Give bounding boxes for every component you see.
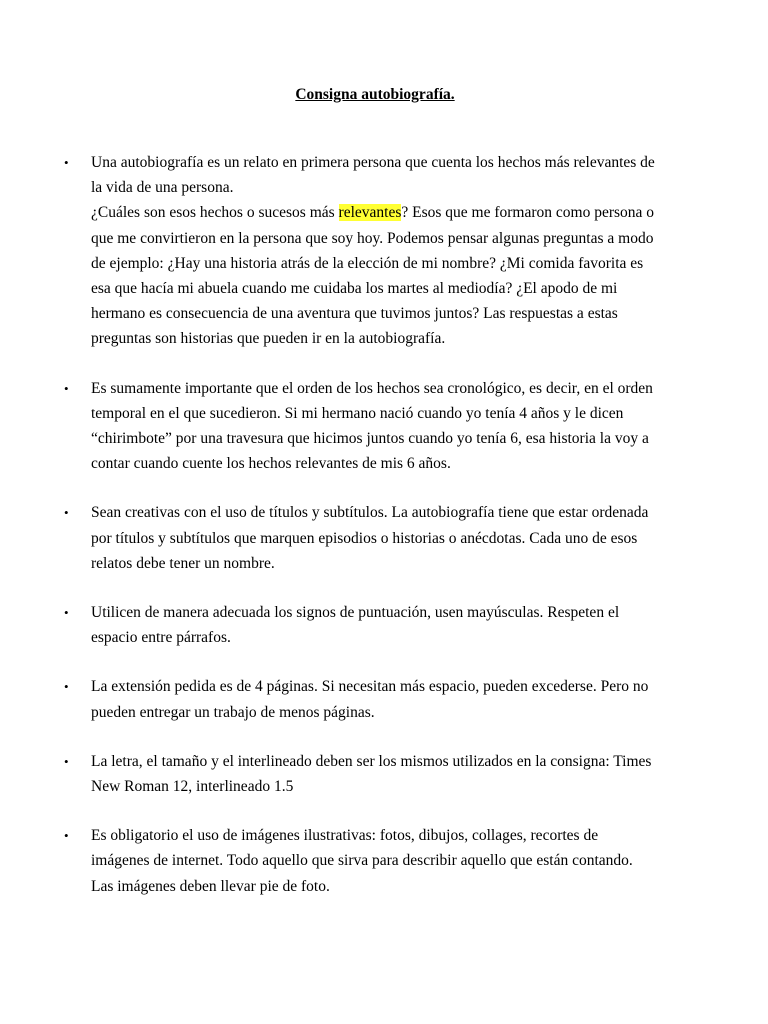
text-line: que me convirtieron en la persona que soy hoy. Podemos pensar algunas preguntas a modo	[91, 229, 654, 247]
bullet-icon: •	[64, 679, 69, 695]
document-title: Consigna autobiografía.	[295, 86, 455, 103]
text-line: Una autobiografía es un relato en primera persona que cuenta los hechos más relevantes de	[91, 154, 655, 171]
list-item	[0, 500, 671, 576]
text-line: relatos debe tener un nombre.	[91, 554, 275, 572]
text-line: hermano es consecuencia de una aventura que tuvimos juntos? Las respuestas a estas	[91, 305, 618, 323]
bullet-icon: •	[64, 155, 69, 170]
text-line: pueden entregar un trabajo de menos páginas.	[91, 703, 375, 721]
text-line: Es sumamente importante que el orden de los hechos sea cronológico, es decir, en el orden	[91, 379, 653, 397]
text-line: esa que hacía mi abuela cuando me cuidaba los martes al mediodía? ¿El apodo de mi	[91, 280, 618, 298]
text-line: Sean creativas con el uso de títulos y subtítulos. La autobiografía tiene que estar ordenada	[91, 504, 649, 522]
bullet-icon: •	[64, 605, 69, 621]
text-line: imágenes de internet. Todo aquello que sirva para describir aquello que están contando.	[91, 852, 633, 870]
bullet-icon: •	[64, 828, 69, 844]
text-segment: ¿Cuáles son esos hechos o sucesos más	[91, 204, 339, 222]
text-line: preguntas son historias que pueden ir en la autobiografía.	[91, 330, 446, 348]
bullet-icon: •	[64, 380, 69, 396]
list-item	[0, 376, 671, 477]
list-item	[0, 150, 671, 352]
text-line: temporal en el que sucedieron. Si mi hermano nació cuando yo tenía 4 años y le dicen	[91, 404, 624, 422]
text-line: contar cuando cuente los hechos relevantes de mis 6 años.	[91, 455, 451, 473]
text-line: de ejemplo: ¿Hay una historia atrás de la elección de mi nombre? ¿Mi comida favorita es	[91, 254, 644, 272]
text-segment: ? Esos que me formaron como persona o	[401, 204, 655, 222]
text-line: Utilicen de manera adecuada los signos de puntuación, usen mayúsculas. Respeten el	[91, 604, 620, 622]
list-item	[0, 749, 671, 799]
text-line: la vida de una persona.	[91, 179, 234, 197]
text-line: Es obligatorio el uso de imágenes ilustrativas: fotos, dibujos, collages, recortes de	[91, 827, 599, 845]
text-line: La letra, el tamaño y el interlineado deben ser los mismos utilizados en la consigna: Times	[91, 752, 652, 770]
list-item	[0, 600, 671, 650]
list-item	[0, 674, 671, 724]
text-line: espacio entre párrafos.	[91, 629, 231, 647]
instruction-list	[0, 150, 768, 923]
list-item	[0, 823, 671, 899]
text-line: Las imágenes deben llevar pie de foto.	[91, 877, 330, 895]
text-line	[91, 200, 671, 225]
text-line: “chirimbote” por una travesura que hicimos juntos cuando yo tenía 6, esa historia la voy a	[91, 430, 649, 448]
text-line: por títulos y subtítulos que marquen episodios o historias o anécdotas. Cada uno de esos	[91, 529, 638, 547]
bullet-icon: •	[64, 753, 69, 769]
text-line: La extensión pedida es de 4 páginas. Si necesitan más espacio, pueden excederse. Pero no	[91, 678, 649, 696]
highlighted-word: relevantes	[338, 204, 402, 222]
bullet-icon: •	[64, 505, 69, 521]
text-line: New Roman 12, interlineado 1.5	[91, 778, 294, 796]
